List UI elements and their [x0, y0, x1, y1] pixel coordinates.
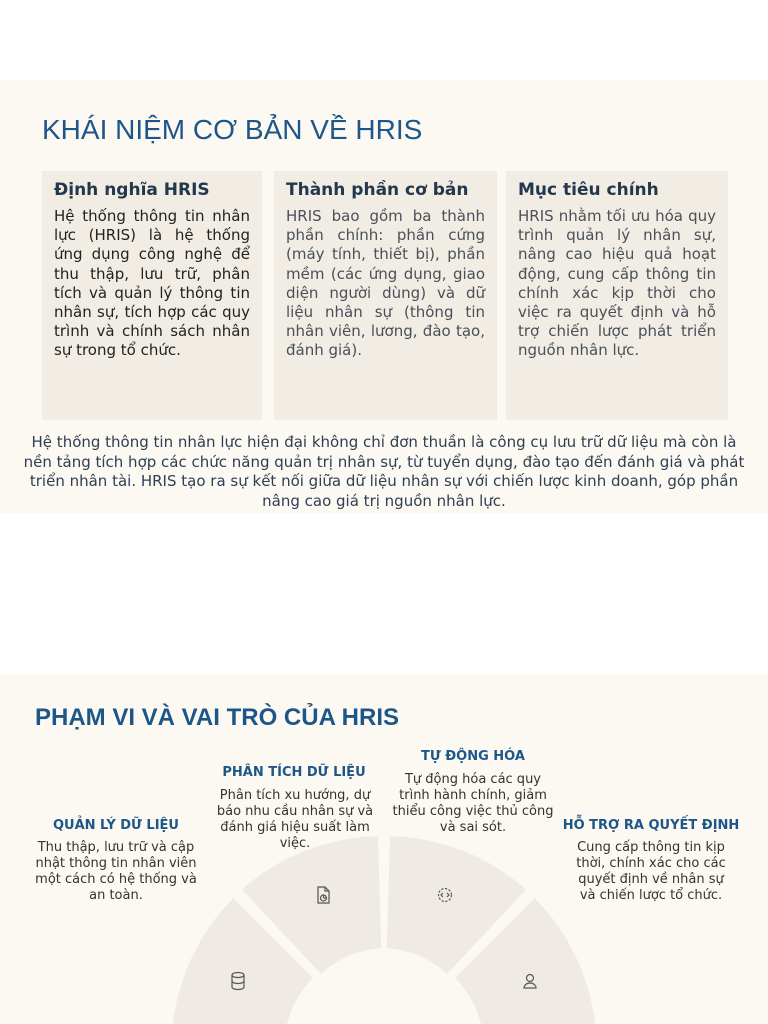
card-body: HRIS bao gồm ba thành phần chính: phần cứng (máy tính, thiết bị), phần mềm (các ứng dụng, giao diện người dùng) và dữ liệu nhân sự (thông tin nhân viên, lương, đào tạo, đánh giá). [286, 207, 485, 360]
role-desc-data-analysis: Phân tích xu hướng, dự báo nhu cầu nhân sự và đánh giá hiệu suất làm việc. [216, 788, 374, 851]
card-title: Định nghĩa HRIS [54, 180, 210, 200]
slide-title: KHÁI NIỆM CƠ BẢN VỀ HRIS [42, 114, 423, 145]
card-title: Thành phần cơ bản [286, 180, 469, 200]
role-label-decision-support: HỖ TRỢ RA QUYẾT ĐỊNH [562, 818, 740, 833]
slide-hris-concepts [0, 80, 768, 513]
slide-title: PHẠM VI VÀ VAI TRÒ CỦA HRIS [35, 704, 400, 731]
role-label-data-management: QUẢN LÝ DỮ LIỆU [52, 818, 179, 833]
role-desc-automation: Tự động hóa các quy trình hành chính, giảm thiểu công việc thủ công và sai sót. [392, 772, 554, 835]
slide-hris-scope-roles [0, 674, 768, 1024]
card-body: Hệ thống thông tin nhân lực (HRIS) là hệ thống ứng dụng công nghệ để thu thập, lưu trữ, phân tích và quản lý thông tin nhân sự, tích hợp các quy trình và chính sách nhân sự trong tổ chức. [54, 207, 250, 360]
card-objectives [506, 171, 728, 420]
card-body: HRIS nhằm tối ưu hóa quy trình quản lý nhân sự, nâng cao hiệu quả hoạt động, cung cấp thông tin chính xác kịp thời cho việc ra quyết định và hỗ trợ chiến lược phát triển nguồn nhân lực. [518, 207, 716, 360]
role-label-data-analysis: PHÂN TÍCH DỮ LIỆU [222, 765, 366, 780]
card-components [274, 171, 497, 420]
summary-paragraph: Hệ thống thông tin nhân lực hiện đại không chỉ đơn thuần là công cụ lưu trữ dữ liệu mà còn là nền tảng tích hợp các chức năng quản trị nhân sự, từ tuyển dụng, đào tạo đến đánh giá và phát triển nhân tài. HRIS tạo ra sự kết nối giữa dữ liệu nhân sự với chiến lược kinh doanh, góp phần nâng cao giá trị nguồn nhân lực. [23, 433, 745, 510]
card-title: Mục tiêu chính [518, 180, 659, 200]
role-desc-decision-support: Cung cấp thông tin kịp thời, chính xác cho các quyết định về nhân sự và chiến lược tổ chức. [576, 840, 726, 903]
card-definition [42, 171, 262, 420]
role-desc-data-management: Thu thập, lưu trữ và cập nhật thông tin nhân viên một cách có hệ thống và an toàn. [35, 840, 197, 903]
role-label-automation: TỰ ĐỘNG HÓA [421, 749, 525, 764]
